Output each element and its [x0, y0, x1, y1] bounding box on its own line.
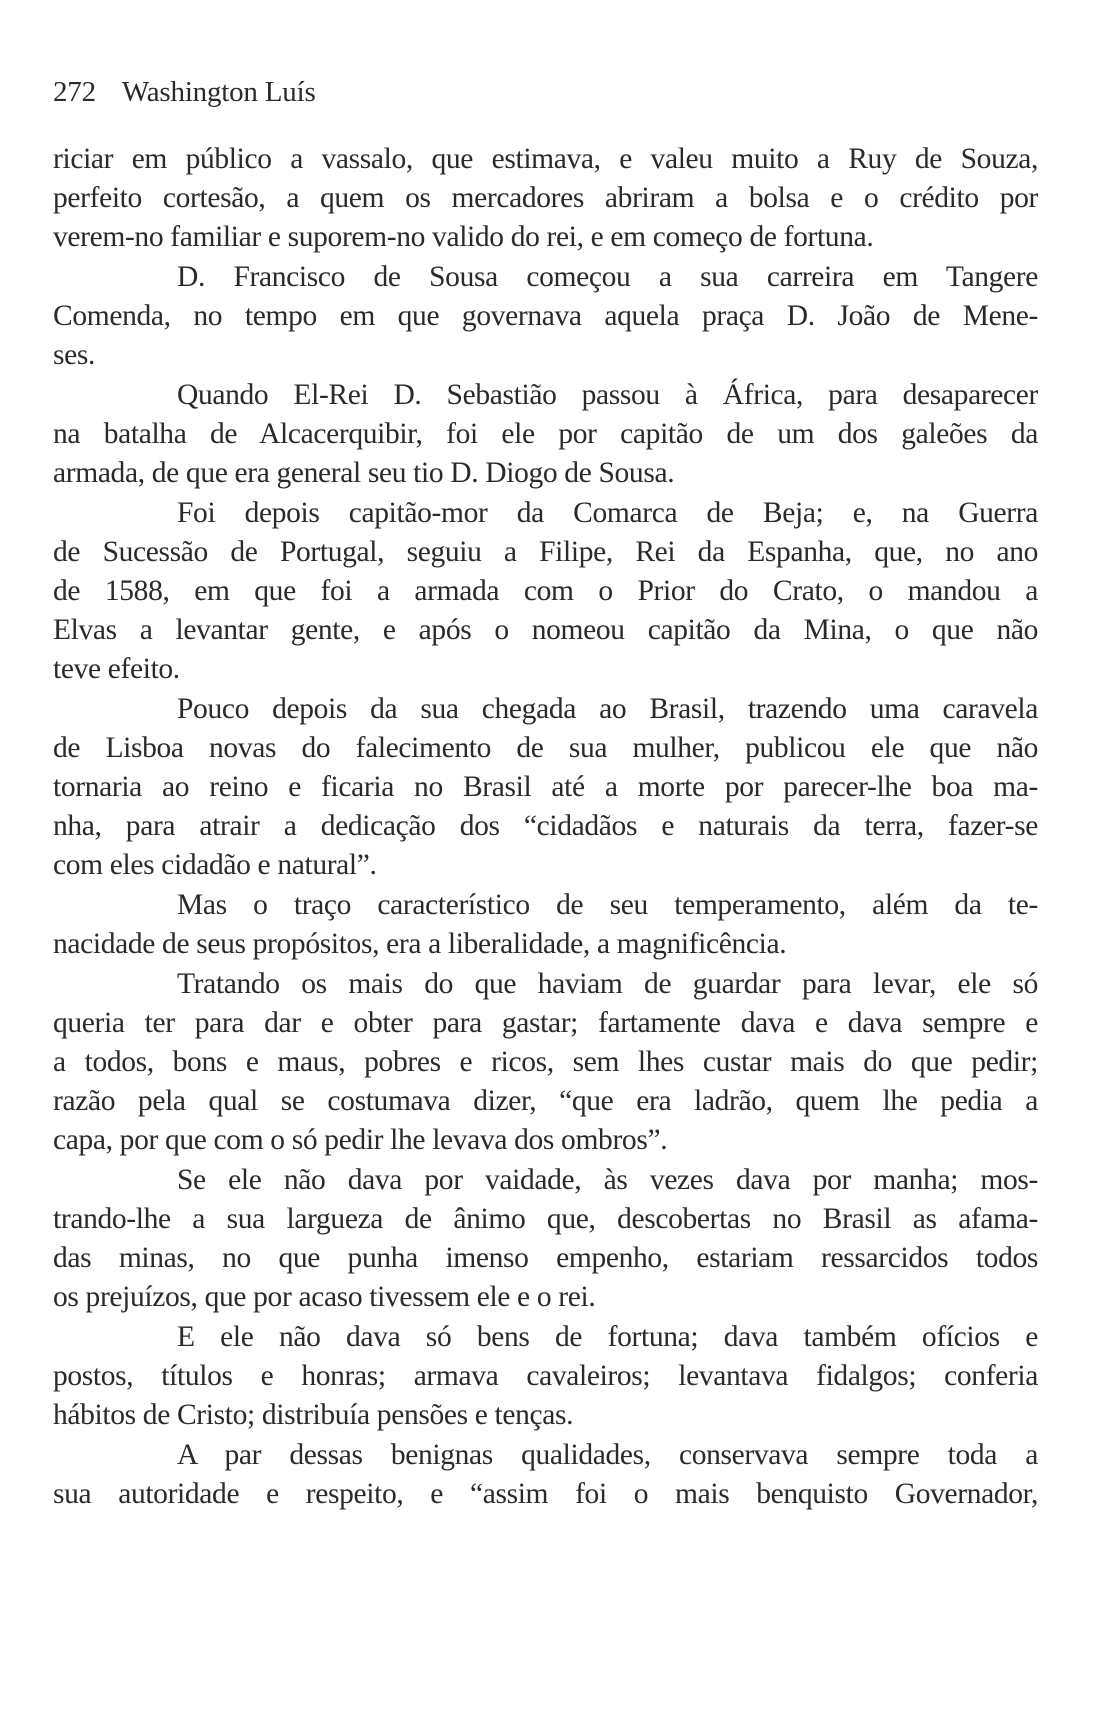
text-line: Se ele não dava por vaidade, às vezes dava por manha; mos-	[177, 1164, 1038, 1196]
running-header	[53, 76, 316, 109]
text-line: trando-lhe a sua largueza de ânimo que, descobertas no Brasil as afama-	[53, 1203, 1038, 1235]
text-line: capa, por que com o só pedir lhe levava dos ombros”.	[53, 1124, 668, 1156]
text-line: na batalha de Alcacerquibir, foi ele por capitão de um dos galeões da	[53, 418, 1038, 450]
running-title: Washington Luís	[121, 76, 316, 108]
text-line: os prejuízos, que por acaso tivessem ele e o rei.	[53, 1281, 596, 1313]
text-line: com eles cidadão e natural”.	[53, 849, 377, 881]
text-line: a todos, bons e maus, pobres e ricos, sem lhes custar mais do que pedir;	[53, 1046, 1038, 1078]
text-line: Elvas a levantar gente, e após o nomeou capitão da Mina, o que não	[53, 614, 1038, 646]
text-line: razão pela qual se costumava dizer, “que era ladrão, quem lhe pedia a	[53, 1085, 1038, 1117]
text-line: riciar em público a vassalo, que estimava, e valeu muito a Ruy de Souza,	[53, 143, 1038, 175]
text-line: Quando El-Rei D. Sebastião passou à África, para desaparecer	[177, 379, 1038, 411]
text-line: de Sucessão de Portugal, seguiu a Filipe, Rei da Espanha, que, no ano	[53, 536, 1038, 568]
text-line: ses.	[53, 339, 96, 371]
text-line: verem-no familiar e suporem-no valido do rei, e em começo de fortuna.	[53, 221, 874, 253]
text-line: Foi depois capitão-mor da Comarca de Beja; e, na Guerra	[177, 497, 1038, 529]
text-line: queria ter para dar e obter para gastar; fartamente dava e dava sempre e	[53, 1007, 1038, 1039]
text-line: das minas, no que punha imenso empenho, estariam ressarcidos todos	[53, 1242, 1038, 1274]
text-line: postos, títulos e honras; armava cavaleiros; levantava fidalgos; conferia	[53, 1360, 1038, 1392]
text-line: Mas o traço característico de seu temperamento, além da te-	[177, 889, 1038, 921]
text-line: armada, de que era general seu tio D. Diogo de Sousa.	[53, 457, 675, 489]
text-line: E ele não dava só bens de fortuna; dava também ofícios e	[177, 1321, 1038, 1353]
text-line: Pouco depois da sua chegada ao Brasil, trazendo uma caravela	[177, 693, 1038, 725]
text-line: perfeito cortesão, a quem os mercadores abriram a bolsa e o crédito por	[53, 182, 1038, 214]
text-line: de 1588, em que foi a armada com o Prior do Crato, o mandou a	[53, 575, 1038, 607]
text-line: hábitos de Cristo; distribuía pensões e tenças.	[53, 1399, 574, 1431]
text-line: sua autoridade e respeito, e “assim foi o mais benquisto Governador,	[53, 1478, 1038, 1510]
page-number: 272	[53, 76, 96, 108]
text-line: A par dessas benignas qualidades, conservava sempre toda a	[177, 1439, 1038, 1471]
text-line: teve efeito.	[53, 653, 180, 685]
text-line: nha, para atrair a dedicação dos “cidadãos e naturais da terra, fazer-se	[53, 810, 1038, 842]
text-line: nacidade de seus propósitos, era a liberalidade, a magnificência.	[53, 928, 787, 960]
text-line: tornaria ao reino e ficaria no Brasil até a morte por parecer-lhe boa ma-	[53, 771, 1038, 803]
text-line: Tratando os mais do que haviam de guardar para levar, ele só	[177, 968, 1038, 1000]
text-line: D. Francisco de Sousa começou a sua carreira em Tangere	[177, 261, 1038, 293]
text-line: de Lisboa novas do falecimento de sua mulher, publicou ele que não	[53, 732, 1038, 764]
text-line: Comenda, no tempo em que governava aquela praça D. João de Mene-	[53, 300, 1038, 332]
